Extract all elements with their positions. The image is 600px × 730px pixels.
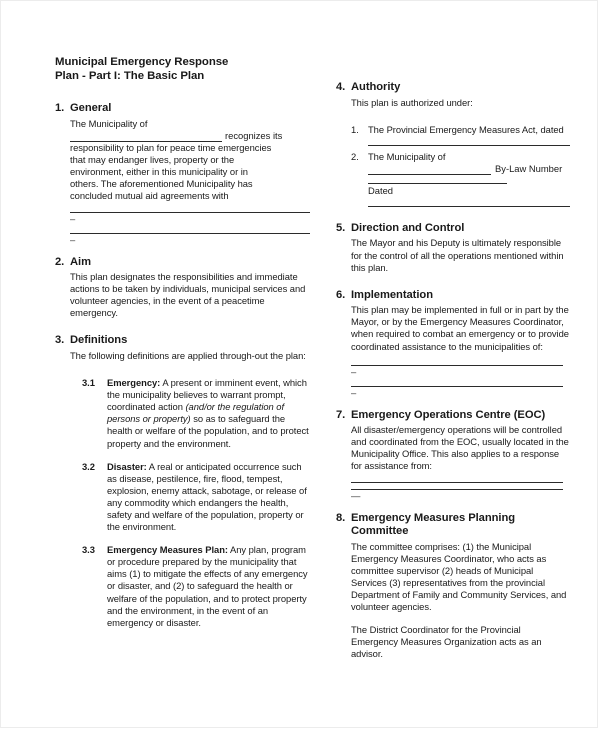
general-blank-lines <box>70 212 309 245</box>
authority-body: This plan is authorized under: <box>351 96 473 108</box>
spacer <box>55 450 309 461</box>
section-number: 4. <box>336 81 346 93</box>
document-title-line-1: Municipal Emergency Response <box>55 56 229 68</box>
definition-text <box>107 461 309 534</box>
section-heading-emergency-measures-planning-committee <box>336 512 570 539</box>
bylaw-row <box>368 163 570 175</box>
spacer <box>55 319 309 334</box>
definition-text-b: so as to safeguard the health or welfare of the population, and to protect property and the environment. <box>107 413 309 449</box>
section-number: 5. <box>336 221 346 234</box>
general-intro: The Municipality of <box>70 117 148 129</box>
eoc-body: All disaster/emergency operations will be controlled and coordinated from the EOC, usually located in the Municipality Office. This also applies to a response for assistance from: <box>351 424 569 472</box>
blank-rule[interactable] <box>368 165 491 175</box>
section-number: 1. <box>55 102 65 115</box>
general-tail-5: others. The aforementioned Municipality has <box>70 178 253 190</box>
section-title: Emergency Operations Centre (EOC) <box>351 408 546 421</box>
definition-item <box>82 461 309 534</box>
authority-item-number: 2. <box>351 150 359 162</box>
definition-term: Disaster: <box>107 460 147 472</box>
authority-item-text: The Provincial Emergency Measures Act, dated <box>368 123 564 135</box>
committee-body-2: The District Coordinator for the Provincial Emergency Measures Organization acts as an advisor. <box>351 624 542 660</box>
spacer <box>336 109 570 124</box>
definition-text <box>107 544 309 629</box>
definition-item <box>82 377 309 450</box>
definition-number: 3.3 <box>82 544 95 556</box>
committee-body: The committee comprises: (1) the Municipal Emergency Measures Coordinator, who acts as committee supervisor (2) heads of Municipal Services (3) representatives from the provincial Department of Family and Community Services, and volunteer agencies. <box>351 540 567 612</box>
bylaw-row-wrap <box>368 163 570 207</box>
section-heading-aim <box>55 256 309 270</box>
section-heading-definitions <box>55 334 309 348</box>
section-heading-implementation <box>336 289 570 303</box>
spacer <box>336 274 570 289</box>
direction-and-control-body: The Mayor and his Deputy is ultimately responsible for the control of all the operations mentioned within this plan. <box>351 237 564 273</box>
general-tail-4: environment, either in this municipality or in <box>70 166 248 178</box>
section-title-line-2: Committee <box>351 525 409 537</box>
spacer <box>336 398 570 409</box>
general-tail-6: concluded mutual aid agreements with <box>70 190 229 202</box>
blank-rule[interactable] <box>70 132 222 142</box>
aim-body: This plan designates the responsibilities and immediate actions to be taken by individuals, municipal services and volunteer agencies, in the event of a peacetime emergency. <box>70 271 306 319</box>
authority-item <box>351 124 570 136</box>
spacer <box>55 245 309 256</box>
section-heading-direction-and-control <box>336 222 570 236</box>
implementation-blank-lines <box>351 365 570 398</box>
section-title: General <box>70 102 112 115</box>
general-tail-3: that may endanger lives, property or the <box>70 154 235 166</box>
section-title: Definitions <box>70 334 128 347</box>
general-fill-in-block <box>70 130 309 203</box>
section-number: 8. <box>336 511 346 524</box>
definition-text-a: Any plan, program or procedure prepared by the municipality that aims (1) to mitigate the effects of any emergency or disaster, and (2) to safeguard the health or welfare of the population, and to protect property and the environment, in the event of an emergency or disaster. <box>107 544 308 628</box>
document-title-line-2: Plan - Part I: The Basic Plan <box>55 70 205 83</box>
blank-dash: – <box>351 386 357 398</box>
definition-number: 3.1 <box>82 377 95 389</box>
spacer <box>336 613 570 624</box>
dated-label: Dated <box>368 184 394 196</box>
spacer <box>336 207 570 222</box>
document-title <box>55 55 309 83</box>
definition-item <box>82 544 309 629</box>
general-blank-line-row <box>70 130 309 142</box>
definition-text <box>107 377 309 450</box>
spacer <box>336 501 570 512</box>
spacer <box>55 533 309 544</box>
definition-term: Emergency Measures Plan: <box>107 544 228 556</box>
section-heading-authority <box>336 81 570 95</box>
authority-item-number: 1. <box>351 123 359 135</box>
blank-dash: — <box>351 489 361 501</box>
section-title: Authority <box>351 81 401 93</box>
section-title: Implementation <box>351 288 433 301</box>
blank-rule[interactable] <box>368 183 507 184</box>
definition-term: Emergency: <box>107 377 161 389</box>
right-column <box>336 49 570 660</box>
eoc-blank-lines <box>351 482 570 501</box>
general-tail-2: responsibility to plan for peace time emergencies <box>70 142 272 154</box>
section-title-line-1: Emergency Measures Planning <box>351 511 516 524</box>
bylaw-label: By-Law Number <box>495 162 563 174</box>
section-title: Direction and Control <box>351 221 465 234</box>
general-tail-1: recognizes its <box>225 130 283 141</box>
blank-dash: – <box>70 212 76 224</box>
blank-rule[interactable] <box>351 482 563 483</box>
definition-number: 3.2 <box>82 460 95 472</box>
section-number: 7. <box>336 408 346 421</box>
section-number: 6. <box>336 288 346 301</box>
definition-text-a: A present or imminent event, which the municipality believes to warrant prompt, coordinated action <box>107 377 307 413</box>
section-heading-eoc <box>336 409 570 423</box>
implementation-body: This plan may be implemented in full or in part by the Mayor, or by the Emergency Measures Coordinator, when required to combat an emergency or to provide coordinated assistance to the municipalities of: <box>351 304 569 352</box>
section-heading-general <box>55 102 309 116</box>
section-number: 3. <box>55 334 65 347</box>
section-number: 2. <box>55 255 65 268</box>
authority-item <box>351 151 570 163</box>
definition-text-italic: (and/or the regulation of persons or property) <box>107 401 285 425</box>
blank-dash: – <box>70 233 76 245</box>
definitions-body: The following definitions are applied through-out the plan: <box>70 349 306 361</box>
section-title <box>351 512 570 539</box>
authority-item-text: The Municipality of <box>368 150 446 162</box>
section-title: Aim <box>70 255 91 268</box>
left-column <box>55 49 309 629</box>
blank-dash: – <box>351 365 357 377</box>
definition-text-a: A real or anticipated occurrence such as disease, pestilence, fire, flood, tempest, explosion, enemy attack, sabotage, or release of any commodity which endangers the health, safety and welfare of the population, property or the environment. <box>107 460 307 533</box>
document-columns <box>1 49 597 727</box>
spacer <box>55 362 309 377</box>
